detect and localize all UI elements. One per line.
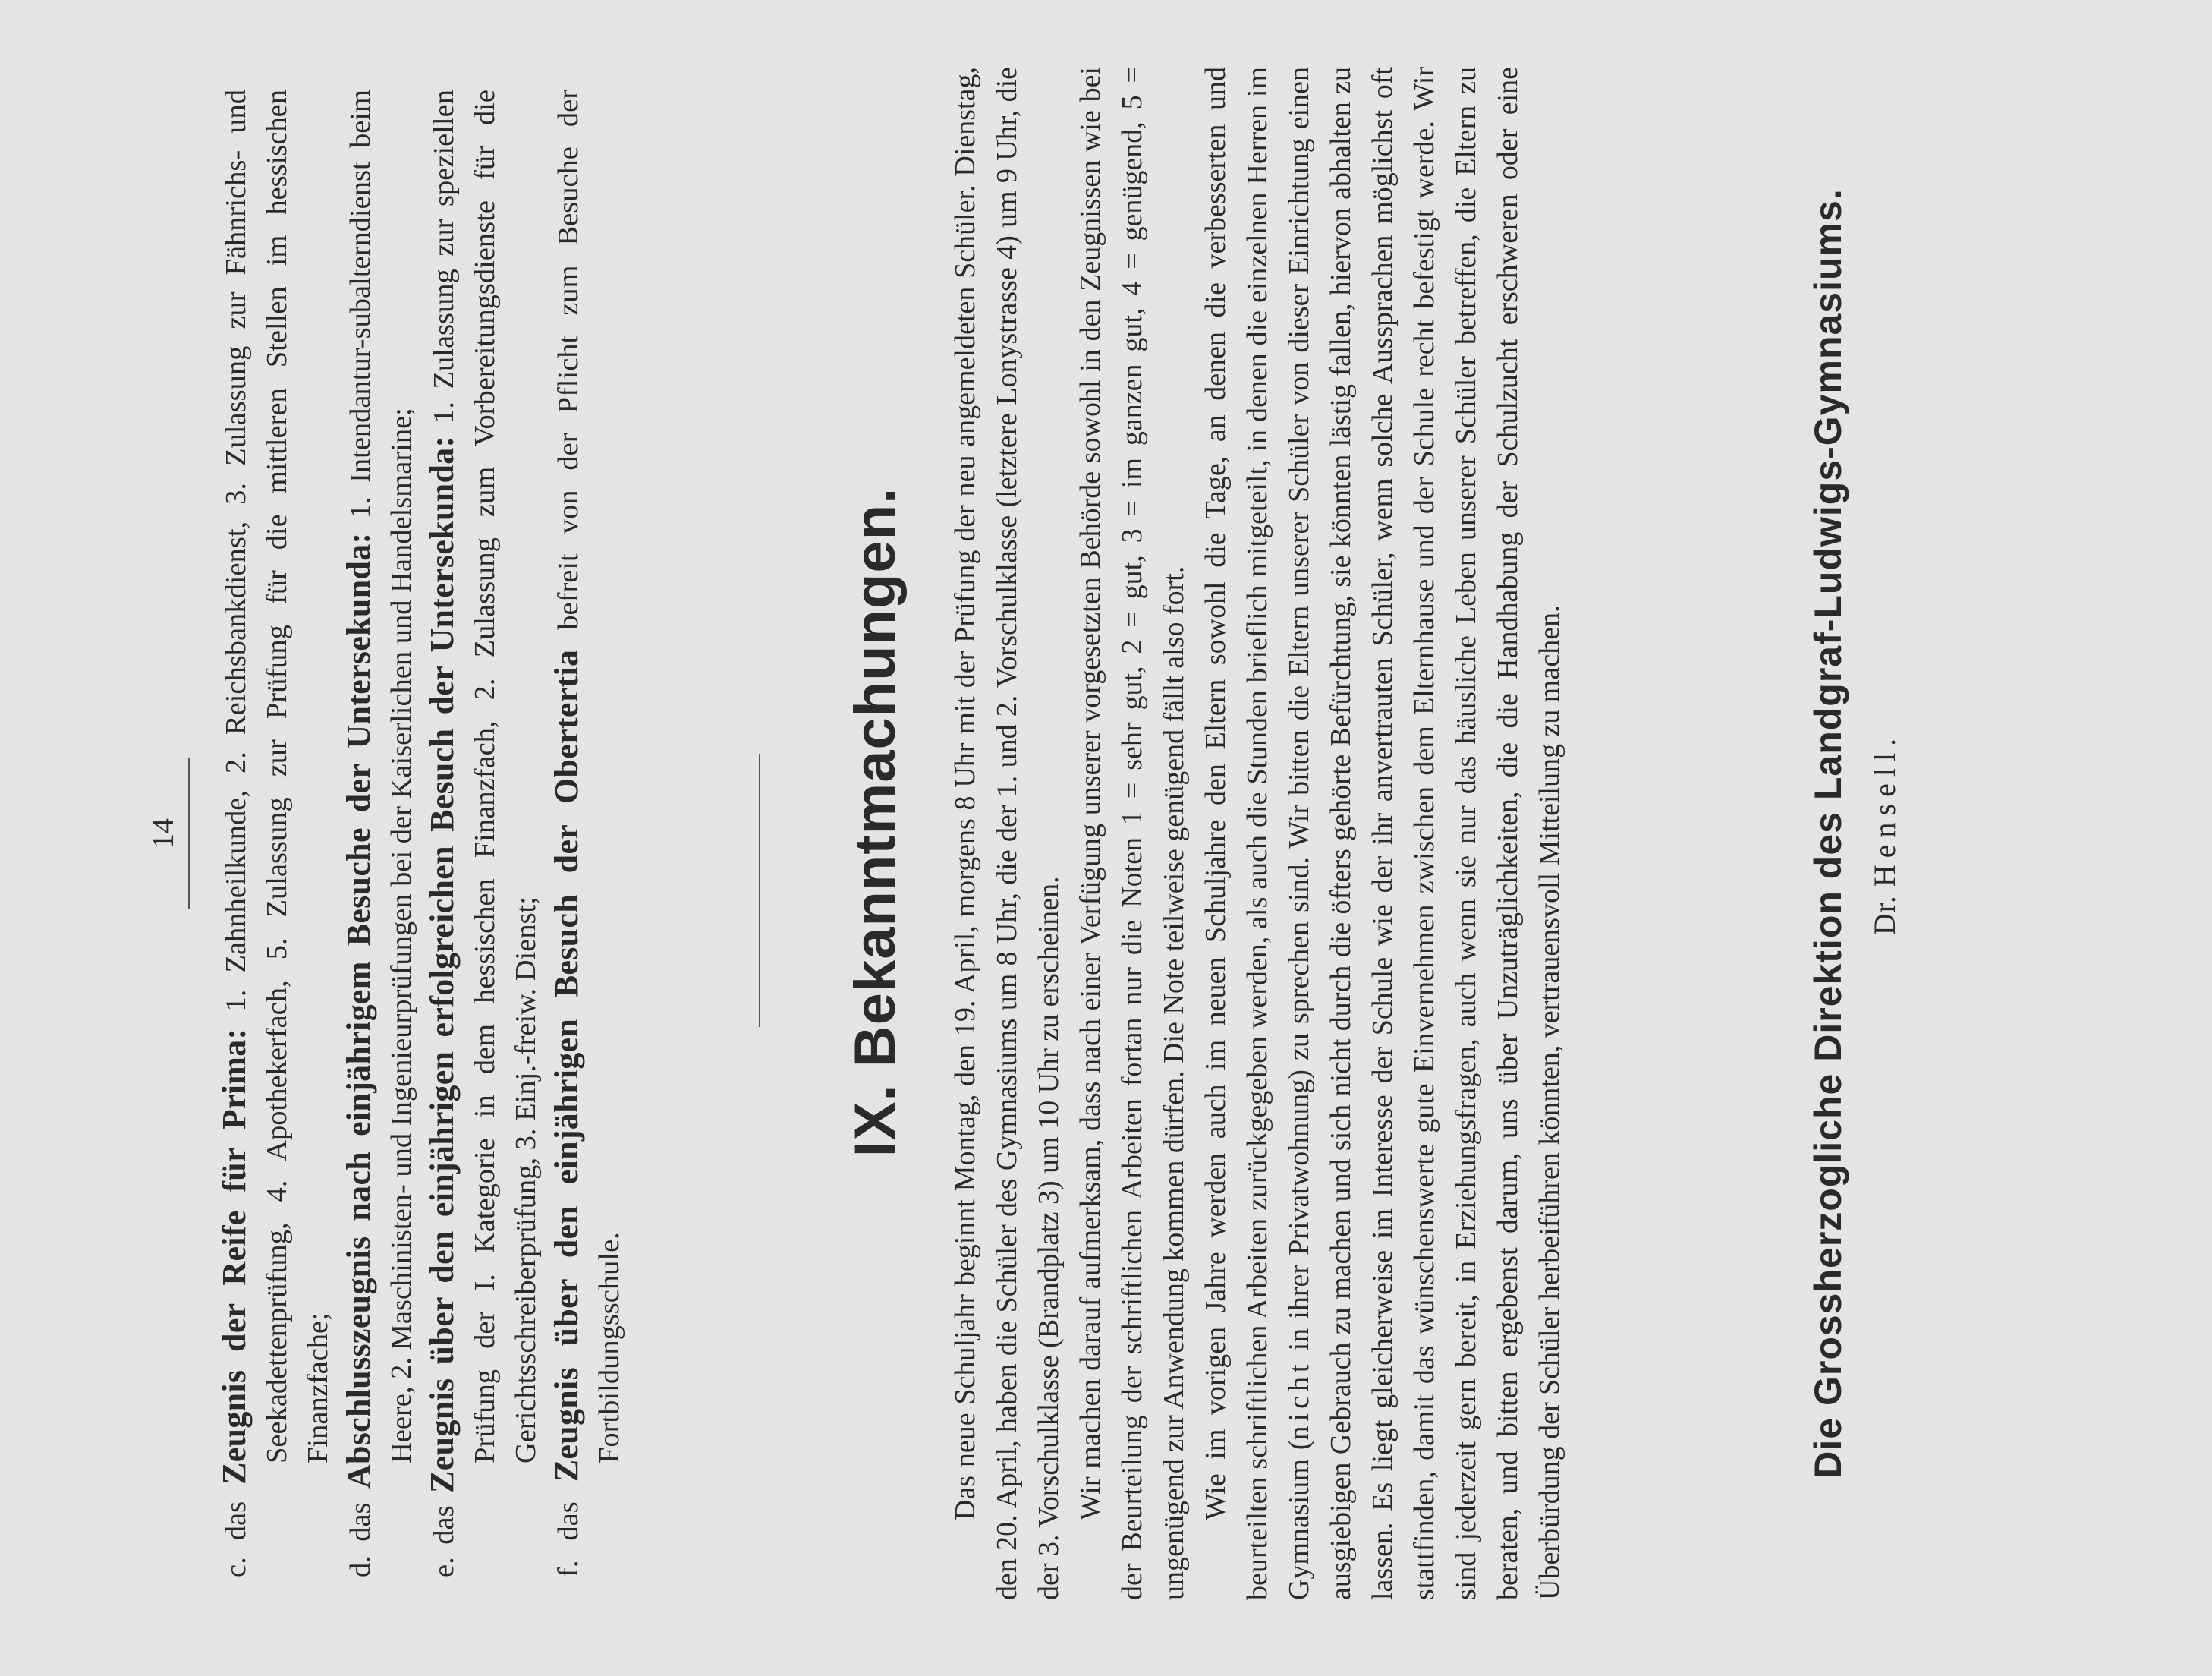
signature-surname: Hensell. <box>1867 731 1902 887</box>
list-item-c <box>214 90 338 1577</box>
signature-name <box>1867 67 1902 1600</box>
paragraph-text: in ihrer Privatwohnung) zu sprechen sind. Wir bitten die Eltern unserer Schüler von dieser Einrichtung einen ausgiebigen Gebrauch zu machen und sich nicht durch die öfters gehörte Befürchtung, sie könnten lästig fallen, hiervon abhalten zu lassen. Es liegt gleicherweise im Interesse der Schule wie der ihr anvertrauten Schüler, wenn solche Aussprachen möglichst oft stattfinden, damit das wünschenswerte gute Einvernehmen zwischen dem Elternhause und der Schule recht befestigt werde. Wir sind jederzeit gern bereit, in Erziehungsfragen, auch wenn sie nur das häusliche Leben unserer Schüler betreffen, die Eltern zu beraten, und bitten ergebenst darum, uns über Unzuträglichkeiten, die die Handhabung der Schulzucht erschweren oder eine Überbürdung der Schüler herbeiführen könnten, vertrauensvoll Mitteilung zu machen. <box>1283 67 1565 1600</box>
item-heading: Zeugnis über den einjährigen Besuch der Obertertia <box>548 649 585 1482</box>
paragraph-text: Wie im vorigen Jahre werden auch im neuen Schuljahre den Eltern sowohl die Tage, an denen die verbesserten und beurteilten schriftlichen Arbeiten zurückgegeben werden, als auch die Stunden brieflich mitgeteilt, in denen die einzelnen Herren im Gymnasium ( <box>1200 67 1315 1600</box>
header-rule <box>188 758 190 909</box>
paragraph-parents <box>1195 67 1571 1600</box>
item-label: e. das <box>428 1505 460 1577</box>
signature-directorate: Die Grossherzogliche Direktion des Landgraf-Ludwigs-Gymnasiums. <box>1807 188 1849 1479</box>
announcements-body <box>945 67 1571 1600</box>
item-label: f. das <box>552 1501 584 1577</box>
list-item-e <box>422 90 546 1577</box>
section-divider <box>759 754 760 1027</box>
signature-title: Dr. <box>1867 895 1902 936</box>
paragraph-grading: Wir machen darauf aufmerksam, dass nach einer Verfügung unserer vorgesetzten Behörde sowohl in den Zeugnissen wie bei der Beurteilung der schriftlichen Arbeiten fortan nur die Noten 1 = sehr gut, 2 = gut, 3 = im ganzen gut, 4 = genügend, 5 = ungenügend zur Anwendung kommen dürfen. Die Note teilweise genügend fällt also fort. <box>1075 67 1190 1600</box>
item-heading: Zeugnis der Reife für Prima: <box>216 1028 253 1485</box>
page-number: 14 <box>146 818 180 849</box>
certificate-list <box>214 90 630 1577</box>
item-text: 1. Intendantur-subalterndienst beim Heere, 2. Maschinisten- und Ingenieurprüfungen bei der Kaiserlichen und Handelsmarine; <box>345 90 417 1463</box>
list-item-d <box>338 90 422 1577</box>
paragraph-school-start: Das neue Schuljahr beginnt Montag, den 19. April, morgens 8 Uhr mit der Prüfung der neu angemeldeten Schüler. Dienstag, den 20. April, haben die Schüler des Gymnasiums um 8 Uhr, die der 1. und 2. Vorschulklasse (letztere Lonystrasse 4) um 9 Uhr, die der 3. Vorschulklasse (Brandplatz 3) um 10 Uhr zu erscheinen. <box>949 67 1065 1600</box>
item-text: befreit von der Pflicht zum Besuche der Fortbildungsschule. <box>552 89 625 1463</box>
item-heading: Abschlusszeugnis nach einjährigem Besuche der Untersekunda: <box>340 532 377 1489</box>
item-label: c. das <box>220 1501 252 1577</box>
item-heading: Zeugnis über den einjährigen erfolgreichen Besuch der Untersekunda: <box>423 436 461 1493</box>
emphasized-word: nicht <box>1283 1359 1315 1441</box>
list-item-f <box>546 90 630 1577</box>
item-text: 1. Zulassung zur speziellen Prüfung der I. Kategorie in dem hessischen Finanzfach, 2. Zulassung zum Vorbereitungsdienste für die Gerichtsschreiberprüfung, 3. Einj.-freiw. Dienst; <box>428 90 542 1463</box>
item-label: d. das <box>345 1502 376 1577</box>
section-title: IX. Bekanntmachungen. <box>843 487 908 1158</box>
item-text: 1. Zahnheilkunde, 2. Reichsbankdienst, 3. Zulassung zur Fähnrichs- und Seekadettenprüfung, 4. Apothekerfach, 5. Zulassung zur Prüfung für die mittleren Stellen im hessischen Finanzfache; <box>220 90 334 1463</box>
